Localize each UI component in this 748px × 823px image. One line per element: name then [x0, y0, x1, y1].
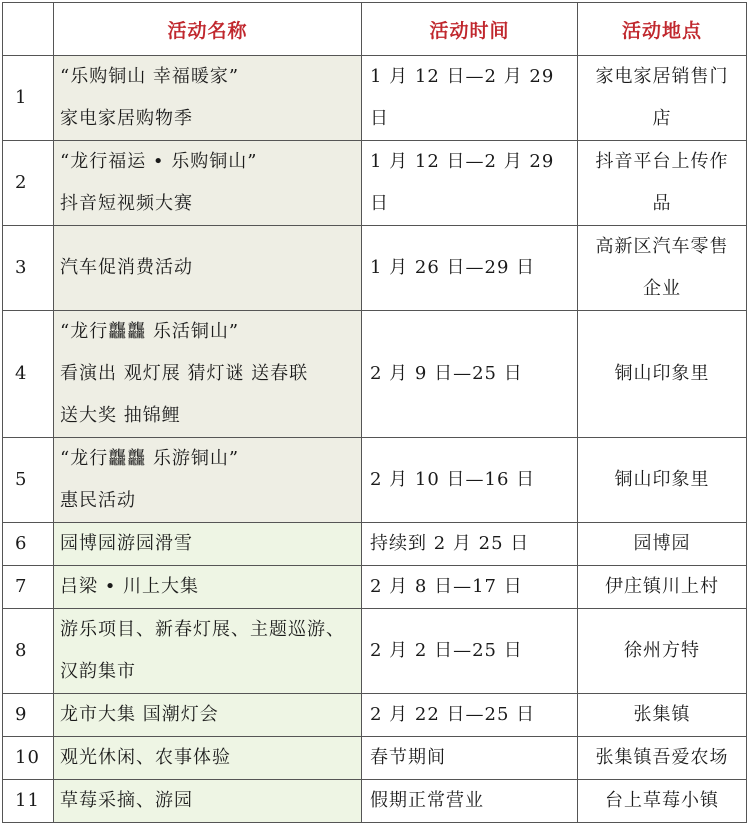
event-place-cell — [578, 694, 747, 737]
table-row — [3, 56, 747, 141]
event-name-cell — [54, 694, 362, 737]
table-row — [3, 141, 747, 226]
event-name-line: 游乐项目、新春灯展、主题巡游、 — [60, 619, 345, 640]
event-name-line: 看演出 观灯展 猜灯谜 送春联 — [60, 363, 309, 384]
row-number: 7 — [3, 566, 54, 609]
event-name-line: “龙行龘龘 乐活铜山” — [60, 321, 240, 342]
event-time-cell: 持续到 2 月 25 日 — [362, 523, 578, 566]
event-name-cell — [54, 141, 362, 226]
row-number: 11 — [3, 780, 54, 823]
event-name-cell — [54, 566, 362, 609]
row-number: 3 — [3, 226, 54, 311]
event-place-line: 店 — [652, 108, 672, 129]
event-name-line: 园博园游园滑雪 — [60, 533, 193, 554]
event-place-cell — [578, 438, 747, 523]
event-time-cell: 春节期间 — [362, 737, 578, 780]
event-name-line: 吕梁 • 川上大集 — [60, 576, 200, 597]
event-place-line: 企业 — [643, 278, 681, 299]
event-name-cell — [54, 438, 362, 523]
event-name-cell — [54, 780, 362, 823]
event-name-cell — [54, 56, 362, 141]
table-row — [3, 737, 747, 780]
event-place-line: 铜山印象里 — [614, 363, 710, 384]
event-name-line: 抖音短视频大赛 — [60, 193, 193, 214]
event-name-line: 家电家居购物季 — [60, 108, 193, 129]
header-event-place: 活动地点 — [578, 3, 747, 56]
event-time-cell: 1 月 12 日—2 月 29 日 — [362, 56, 578, 141]
row-number: 8 — [3, 609, 54, 694]
table-row — [3, 609, 747, 694]
event-name-cell — [54, 609, 362, 694]
event-place-cell — [578, 566, 747, 609]
event-place-line: 徐州方特 — [624, 640, 700, 661]
table-row — [3, 566, 747, 609]
event-place-line: 张集镇吾爱农场 — [595, 747, 729, 768]
event-name-line: 汉韵集市 — [60, 661, 136, 682]
event-place-line: 伊庄镇川上村 — [605, 576, 719, 597]
event-time-cell: 2 月 8 日—17 日 — [362, 566, 578, 609]
table-row — [3, 226, 747, 311]
row-number: 9 — [3, 694, 54, 737]
header-event-name: 活动名称 — [54, 3, 362, 56]
event-place-line: 张集镇 — [633, 704, 691, 725]
event-name-cell — [54, 737, 362, 780]
event-name-line: 送大奖 抽锦鲤 — [60, 405, 181, 426]
event-time-cell: 2 月 22 日—25 日 — [362, 694, 578, 737]
event-place-cell — [578, 311, 747, 438]
event-time-cell: 假期正常营业 — [362, 780, 578, 823]
row-number: 1 — [3, 56, 54, 141]
table-row — [3, 523, 747, 566]
event-place-line: 家电家居销售门 — [595, 66, 729, 87]
header-number — [3, 3, 54, 56]
table-row — [3, 311, 747, 438]
event-place-line: 台上草莓小镇 — [605, 790, 719, 811]
event-name-cell — [54, 523, 362, 566]
event-place-cell — [578, 609, 747, 694]
event-place-cell — [578, 737, 747, 780]
event-place-line: 品 — [652, 193, 672, 214]
row-number: 6 — [3, 523, 54, 566]
event-name-cell — [54, 226, 362, 311]
row-number: 5 — [3, 438, 54, 523]
event-time-cell: 2 月 9 日—25 日 — [362, 311, 578, 438]
event-name-line: “龙行龘龘 乐游铜山” — [60, 448, 240, 469]
event-place-cell — [578, 56, 747, 141]
event-place-cell — [578, 780, 747, 823]
event-name-line: 草莓采摘、游园 — [60, 790, 193, 811]
table-row — [3, 780, 747, 823]
event-name-line: 观光休闲、农事体验 — [60, 747, 231, 768]
table-row — [3, 694, 747, 737]
row-number: 2 — [3, 141, 54, 226]
events-table — [2, 2, 747, 823]
event-place-line: 铜山印象里 — [614, 469, 710, 490]
event-name-line: 龙市大集 国潮灯会 — [60, 704, 219, 725]
event-name-line: “龙行福运 • 乐购铜山” — [60, 151, 258, 172]
event-name-line: “乐购铜山 幸福暖家” — [60, 66, 240, 87]
event-name-line: 惠民活动 — [60, 490, 136, 511]
event-time-cell: 1 月 12 日—2 月 29 日 — [362, 141, 578, 226]
event-time-cell: 2 月 2 日—25 日 — [362, 609, 578, 694]
header-row — [3, 3, 747, 56]
event-place-cell — [578, 523, 747, 566]
event-place-line: 抖音平台上传作 — [595, 151, 729, 172]
event-place-cell — [578, 226, 747, 311]
event-name-cell — [54, 311, 362, 438]
header-event-time: 活动时间 — [362, 3, 578, 56]
row-number: 10 — [3, 737, 54, 780]
table-row — [3, 438, 747, 523]
event-time-cell: 1 月 26 日—29 日 — [362, 226, 578, 311]
event-place-line: 高新区汽车零售 — [595, 236, 729, 257]
event-place-line: 园博园 — [633, 533, 691, 554]
event-place-cell — [578, 141, 747, 226]
row-number: 4 — [3, 311, 54, 438]
event-time-cell: 2 月 10 日—16 日 — [362, 438, 578, 523]
event-name-line: 汽车促消费活动 — [60, 257, 193, 278]
